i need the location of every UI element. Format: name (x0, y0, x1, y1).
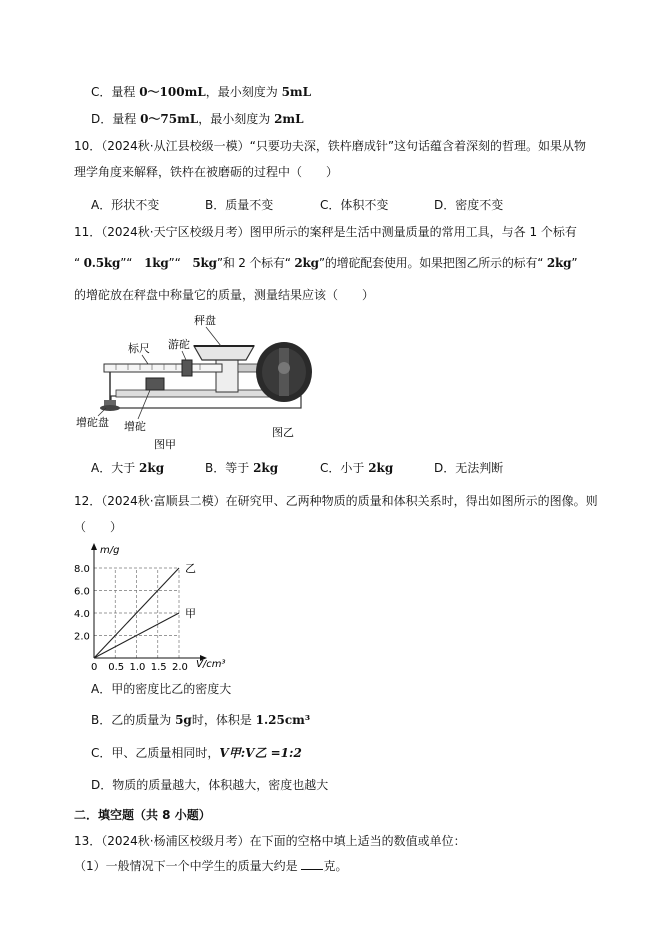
q10-option-b: B．质量不变 (205, 198, 274, 212)
x-axis-label: V/cm³ (196, 659, 226, 670)
scale-ruler (104, 364, 222, 372)
q11-option-b: B．等于 2kg (205, 461, 279, 475)
series-label: 甲 (185, 607, 196, 620)
q11-stem-line1: 11．（2024秋·天宁区校级月考）图甲所示的案秤是生活中测量质量的常用工具，与各 1 个标有 (74, 225, 577, 239)
label-weight-pan: 增砣盘 (76, 416, 109, 429)
label-weight: 增砣 (124, 420, 146, 433)
q9-option-c: C．量程 0～100mL，最小刻度为 5mL (91, 85, 312, 99)
y-tick-label: 4.0 (74, 609, 90, 620)
caption-figure-a: 图甲 (154, 438, 176, 451)
scale-pillar (216, 358, 238, 392)
q12-option-b: B．乙的质量为 5g时，体积是 1.25cm³ (91, 713, 311, 727)
scale-pan (194, 346, 254, 360)
q12-option-a: A．甲的密度比乙的密度大 (91, 682, 232, 696)
series-label: 乙 (185, 562, 196, 575)
q12-chart (74, 540, 244, 670)
section-title-fill-in: 二．填空题（共 8 小题） (74, 808, 211, 822)
x-tick-label: 1.5 (150, 662, 167, 670)
scale-weight (146, 378, 164, 390)
q13-part1: （1）一般情况下一个中学生的质量大约是 克。 (74, 859, 348, 873)
x-tick-label: 2.0 (172, 662, 188, 670)
y-axis-label: m/g (100, 545, 120, 556)
q11-stem-line3: 的增砣放在秤盘中称量它的质量，测量结果应该（ ） (74, 288, 375, 302)
x-tick-label: 1.0 (129, 662, 146, 670)
scale-slider (182, 360, 192, 376)
q10-option-a: A．形状不变 (91, 198, 160, 212)
q12-option-d: D．物质的质量越大，体积越大，密度也越大 (91, 778, 329, 792)
x-tick-label: 0.5 (108, 662, 125, 670)
q11-option-c: C．小于 2kg (320, 461, 394, 475)
q11-option-d: D．无法判断 (434, 461, 504, 475)
y-tick-label: 2.0 (74, 631, 90, 643)
q11-figure (76, 308, 336, 453)
q11-stem-line2: “ 0.5kg”“ 1kg”“ 5kg”和 2 个标有“ 2kg”的增砣配套使用。如果把图乙所示的标有“ 2kg” (74, 256, 578, 270)
q10-option-c: C．体积不变 (320, 198, 389, 212)
x-tick-label: 0 (91, 662, 98, 670)
caption-figure-b: 图乙 (272, 426, 294, 439)
y-tick-label: 6.0 (74, 586, 90, 598)
q13-stem: 13．（2024秋·杨浦区校级月考）在下面的空格中填上适当的数值或单位： (74, 834, 466, 848)
q10-stem-line2: 理学角度来解释，铁杵在被磨砺的过程中（ ） (74, 165, 339, 179)
q10-option-d: D．密度不变 (434, 198, 504, 212)
q12-option-c: C．甲、乙质量相同时，V甲:V乙 =1:2 (91, 746, 302, 760)
label-ruler: 标尺 (128, 342, 150, 355)
q9-option-d: D．量程 0～75mL，最小刻度为 2mL (91, 112, 304, 126)
label-slider: 游砣 (168, 338, 190, 351)
answer-blank[interactable] (301, 857, 323, 870)
q10-stem-line1: 10．（2024秋·从江县校级一模）“只要功夫深，铁杵磨成针”这句话蕴含着深刻的哲理。如果从物 (74, 139, 587, 153)
q12-stem-line1: 12．（2024秋·富顺县二模）在研究甲、乙两种物质的质量和体积关系时，得出如图所示的图像。则 (74, 494, 598, 508)
y-tick-label: 8.0 (74, 564, 90, 575)
q11-option-a: A．大于 2kg (91, 461, 165, 475)
weight-pan (100, 405, 120, 411)
q12-stem-line2: （ ） (74, 520, 123, 534)
label-pan: 秤盘 (194, 314, 216, 327)
